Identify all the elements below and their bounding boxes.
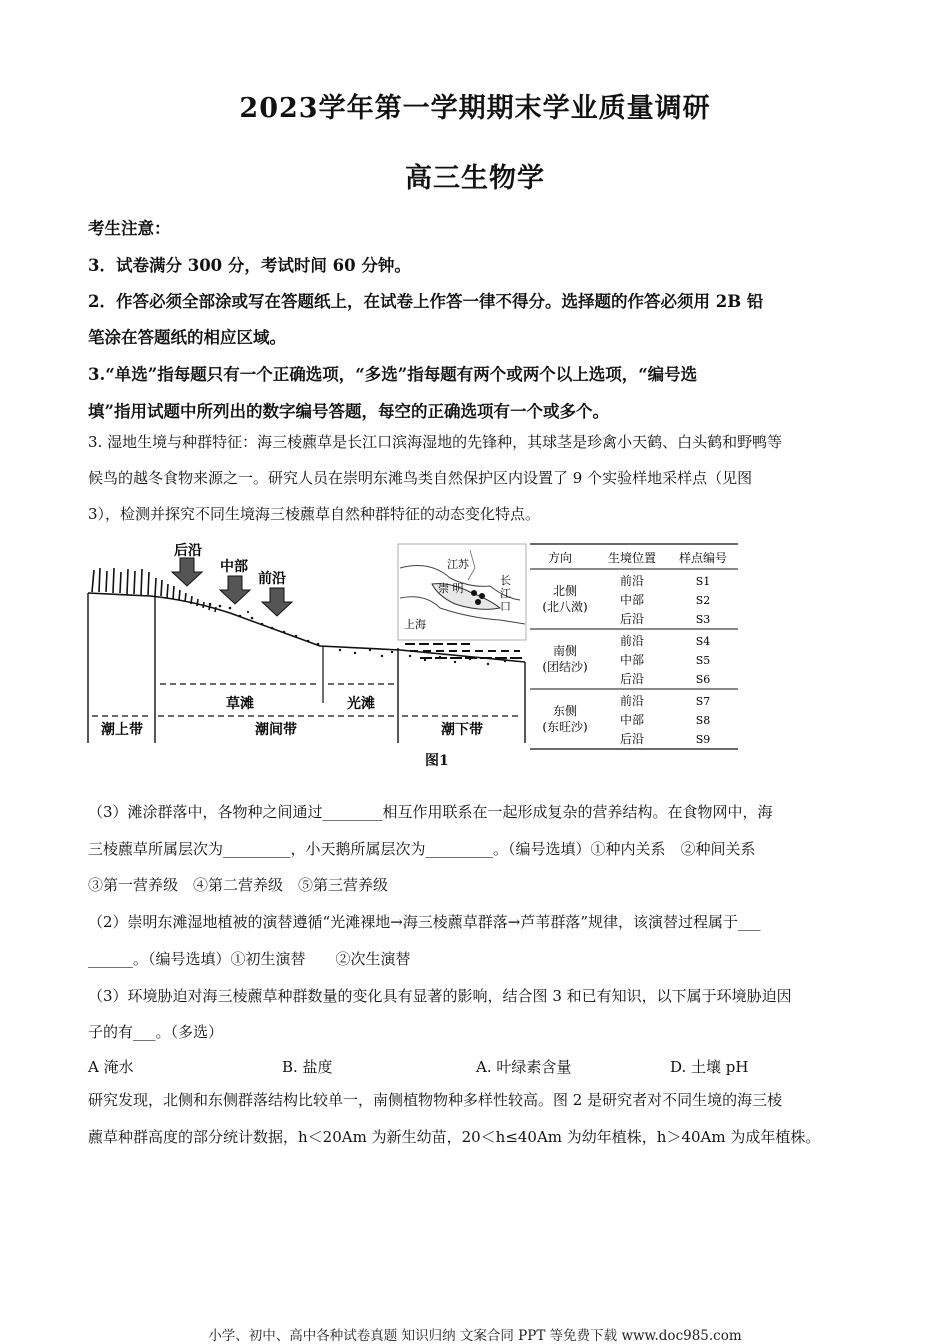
table-north-sub: (北八滧) [542,600,588,614]
intro-line-2: 候鸟的越冬食物来源之一。研究人员在崇明东滩鸟类自然保护区内设置了 9 个实验样地采样点（见图 [88,469,753,487]
map-label-changjiang-2: 江 [500,587,511,600]
table-header-code: 样点编号 [678,551,728,565]
question-3a-line-3: ③第一营养级 ④第二营养级 ⑤第三营养级 [88,876,389,894]
arrow-back-label: 后沿 [174,543,202,559]
notice-item-3-line-2: 填”指用试题中所列出的数字编号答题，每空的正确选项有一个或多个。 [88,402,609,421]
table-cell: S9 [695,733,711,746]
notice-heading: 考生注意： [88,219,171,238]
question-3b-line-1: （3）环境胁迫对海三棱藨草种群数量的变化具有显著的影响，结合图 3 和已有知识，以下属于环境胁迫因 [88,987,792,1005]
zone-grass-label: 草滩 [226,696,254,712]
notice-item-2-line-1: 2．作答必须全部涂或写在答题纸上，在试卷上作答一律不得分。选择题的作答必须用 2B 铅 [88,292,764,311]
table-cell: S8 [695,714,711,727]
map-label-chongming: 崇 明 [438,582,464,595]
table-cell: 中部 [619,593,645,607]
page-footer: 小学、初中、高中各种试卷真题 知识归纳 文案合同 PPT 等免费下载 www.doc985.com [208,1328,742,1344]
map-label-shanghai: 上海 [404,618,426,631]
table-cell: 后沿 [619,732,645,746]
table-cell: 中部 [619,713,645,727]
table-east-dir: 东侧 [552,704,578,718]
notice-item-2-line-2: 笔涂在答题纸的相应区域。 [88,328,286,347]
sampling-table [530,544,738,749]
table-cell: S3 [695,613,711,626]
arrow-front [258,570,292,616]
table-header-direction: 方向 [547,551,573,565]
question-3b-line-2: 子的有___。（多选） [88,1023,224,1041]
after-text-line-2: 藨草种群高度的部分统计数据，h＜20Am 为新生幼苗，20＜h≤40Am 为幼年植株，h＞40Am 为成年植株。 [88,1128,821,1146]
table-cell: S5 [695,654,711,667]
zone-inter-label: 潮间带 [255,722,297,738]
table-cell: S7 [695,695,711,708]
table-cell: S1 [695,575,711,588]
exam-title: 2023学年第一学期期末学业质量调研 [239,93,711,124]
table-cell: S4 [695,635,711,648]
notice-item-3-line-1: 3.“单选”指每题只有一个正确选项，“多选”指每题有两个或两个以上选项，“编号选 [88,365,698,384]
table-cell: 前沿 [619,634,645,648]
option-b-salinity: B. 盐度 [282,1058,333,1076]
intro-line-1: 3. 湿地生境与种群特征：海三棱藨草是长江口滨海湿地的先锋种，其球茎是珍禽小天鹤、白头鹤和野鸭等 [88,433,783,451]
table-cell: 中部 [619,653,645,667]
arrow-front-label: 前沿 [258,571,286,587]
zone-bare-label: 光滩 [347,696,375,712]
table-north-dir: 北侧 [552,584,578,598]
zone-lower-label: 潮下带 [441,722,483,738]
arrow-mid [220,558,250,604]
zone-upper-label: 潮上带 [101,722,143,738]
figure-caption: 图1 [425,753,449,769]
question-3a-line-1: （3）滩涂群落中，各物种之间通过________相互作用联系在一起形成复杂的营养结构。在食物网中，海 [88,803,773,821]
option-d-soil-ph: D. 土壤 pH [670,1058,749,1076]
table-cell: 前沿 [619,574,645,588]
arrow-mid-label: 中部 [220,559,248,575]
option-a-flooding: A 淹水 [88,1058,134,1076]
table-south-sub: (团结沙) [542,660,588,674]
map-label-changjiang-3: 口 [500,600,511,613]
arrow-back [172,542,202,586]
map-label-changjiang-1: 长 [500,574,511,587]
option-c-chlorophyll: A. 叶绿素含量 [476,1058,572,1076]
notice-item-1: 3．试卷满分 300 分，考试时间 60 分钟。 [88,256,411,275]
table-header-position: 生境位置 [607,551,657,565]
intro-line-3: 3），检测并探究不同生境海三棱藨草自然种群特征的动态变化特点。 [88,505,541,523]
exam-subtitle: 高三生物学 [405,163,545,194]
question-3a-line-2: 三棱藨草所属层次为_________，小天鹅所属层次为_________。（编号选填）①种内关系 ②种间关系 [88,840,756,858]
question-2-line-2: ______。（编号选填）①初生演替 ②次生演替 [88,950,411,968]
figure-1 [0,538,950,758]
question-2-line-1: （2）崇明东滩湿地植被的演替遵循“光滩裸地→海三棱藨草群落→芦苇群落”规律，该演替过程属于___ [88,913,761,931]
table-cell: 后沿 [619,612,645,626]
location-map [398,544,526,640]
table-south-dir: 南侧 [552,644,578,658]
table-east-sub: (东旺沙) [542,720,588,734]
table-cell: S6 [695,673,711,686]
table-cell: S2 [695,594,711,607]
table-cell: 前沿 [619,694,645,708]
map-label-jiangsu: 江苏 [447,558,469,571]
after-text-line-1: 研究发现，北侧和东侧群落结构比较单一，南侧植物物种多样性较高。图 2 是研究者对不同生境的海三棱 [88,1091,783,1109]
table-cell: 后沿 [619,672,645,686]
